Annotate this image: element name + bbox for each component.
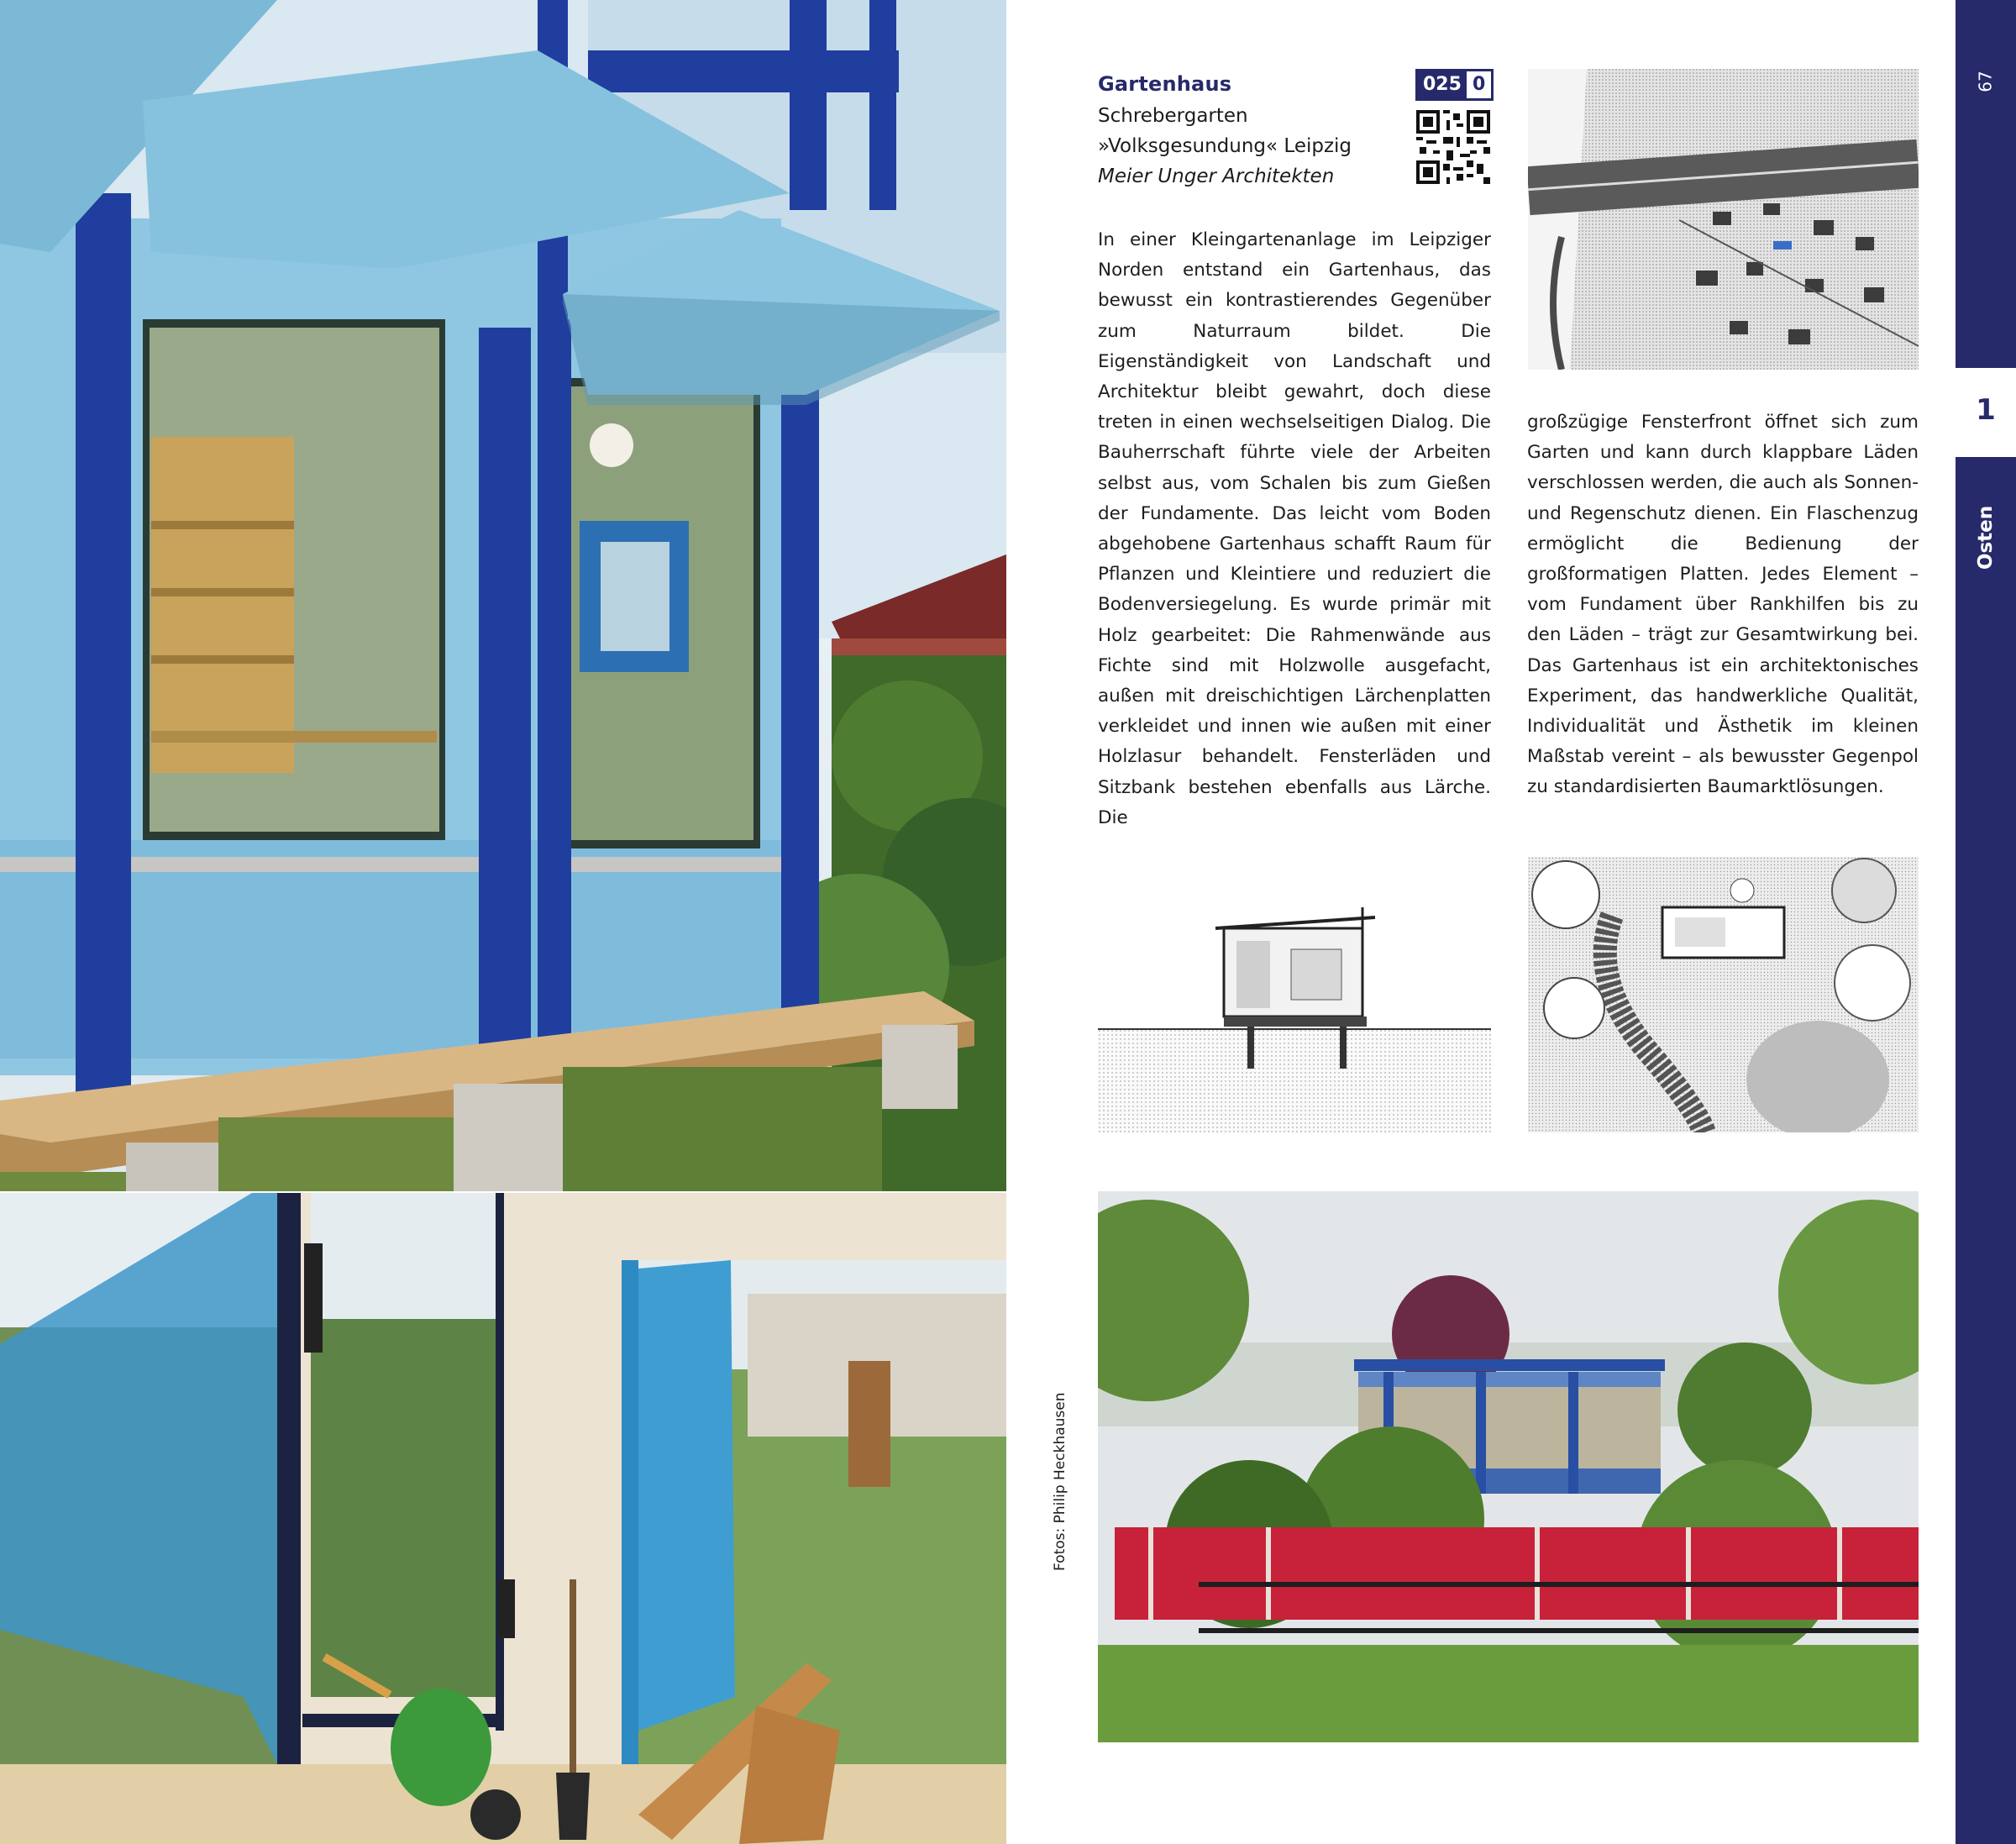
entry-subtitle-line2: »Volksgesundung« Leipzig — [1098, 135, 1352, 157]
photo-credit-text: Fotos: Philip Heckhausen — [1052, 1392, 1068, 1571]
photo-garden-view — [1098, 1191, 1919, 1742]
chapter-sidebar — [1956, 0, 2016, 1844]
section-drawing — [1098, 857, 1491, 1132]
entry-number-badge — [1415, 69, 1494, 101]
chapter-label-text: Osten — [1975, 505, 1997, 570]
entry-title: Gartenhaus — [1098, 72, 1232, 96]
page-number — [1956, 71, 2016, 92]
entry-number: 025 — [1418, 71, 1467, 98]
entry-code: 0 — [1467, 71, 1491, 98]
qr-code-icon[interactable] — [1416, 110, 1490, 184]
photo-interior — [0, 1193, 1006, 1844]
text-column-left-paragraph: In einer Kleingartenanlage im Leipziger Norden entstand ein Gartenhaus, das bewusst ein kontrastierendes Gegenüber zum Naturraum bildet. Die Eigenständigkeit von Landschaft und Architektur bleibt gewahrt, doch diese treten in einen wechselseitigen Dialog. Die Bauherrschaft führte viele der Arbeiten selbst aus, vom Schalen bis zum Gießen der Fundamente. Das leicht vom Boden abgehobene Gartenhaus schafft Raum für Pflanzen und Kleintiere und reduziert die Bodenversiegelung. Es wurde primär mit Holz gearbeitet: Die Rahmenwände aus Fichte sind mit Holzwolle ausgefacht, außen mit dreischichtigen Lärchenplatten verkleidet und innen wie außen mit einer Holzlasur behandelt. Fensterläden und Sitzbank bestehen ebenfalls aus Lärche. Die — [1098, 229, 1491, 828]
text-column-right-paragraph: großzügige Fensterfront öffnet sich zum Garten und kann durch klappbare Läden verschlossen werden, die auch als Sonnen- und Regenschutz dienen. Ein Flaschenzug ermöglicht die Bedienung der großformatigen Platten. Jedes Element – vom Fundament über Rankhilfen bis zu den Läden – trägt zur Gesamtwirkung bei. Das Gartenhaus ist ein architektonisches Experiment, das handwerkliche Qualität, Individualität und Ästhetik im kleinen Maßstab vereint – als bewusster Gegenpol zu standardisierten Baumarktlösungen. — [1527, 412, 1919, 798]
chapter-label[interactable] — [1956, 487, 2016, 588]
page-number-text: 67 — [1975, 71, 1996, 92]
photo-credit — [1052, 1392, 1077, 1579]
chapter-number: 1 — [1976, 393, 1996, 427]
site-map — [1528, 69, 1919, 370]
text-column-right — [1527, 407, 1919, 803]
entry-architect: Meier Unger Architekten — [1098, 165, 1335, 187]
text-column-left — [1098, 225, 1491, 833]
entry-subtitle-line1: Schrebergarten — [1098, 105, 1248, 127]
photo-facade — [0, 0, 1006, 1191]
site-plan — [1528, 857, 1919, 1132]
